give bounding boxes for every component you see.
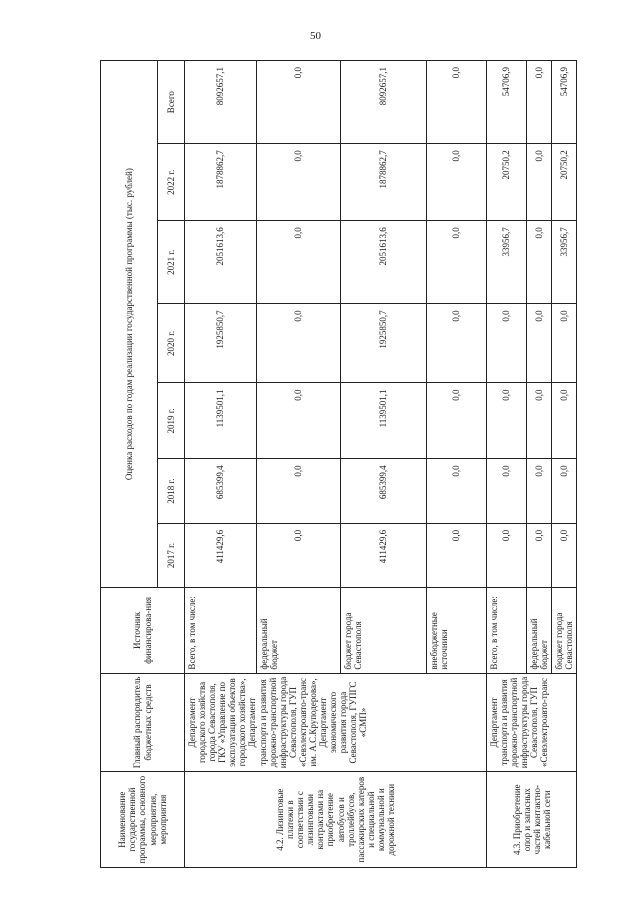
value-cell: 0,0 <box>487 459 527 523</box>
value-cell: 0,0 <box>552 304 577 383</box>
value-cell: 0,0 <box>257 144 341 221</box>
table-row <box>185 61 257 868</box>
value-cell: 0,0 <box>527 61 552 144</box>
value-cell: 0,0 <box>527 144 552 221</box>
value-cell: 0,0 <box>552 523 577 587</box>
value-cell: 0,0 <box>487 383 527 459</box>
value-cell: 8092657,1 <box>341 61 427 144</box>
section-42-manager: Департамент городского хозяйства города Севастополя, ГКУ «Управление по эксплуатации объектов городского хозяйства», Департамент транспорта и развития дорожно-транспортной инфраструктуры города Севастополя, ГУП «Севэлектроавто-транс им. А.С.Круподерова», Департамент экономического развития города Севастополя, ГУПГС «СМП» <box>185 673 487 772</box>
value-cell: 54706,9 <box>487 61 527 144</box>
value-cell: 0,0 <box>427 61 487 144</box>
value-cell: 0,0 <box>552 383 577 459</box>
page-number: 50 <box>310 30 321 42</box>
value-cell: 1925850,7 <box>341 304 427 383</box>
value-cell: 8092657,1 <box>185 61 257 144</box>
header-source: Источник финансирова-ния <box>101 588 185 673</box>
value-cell: 1925850,7 <box>185 304 257 383</box>
source-cell: бюджет города Севастополя <box>552 588 577 673</box>
source-cell: Всего, в том числе: <box>185 588 257 673</box>
header-year-2022: 2022 г. <box>158 144 185 221</box>
section-42-name: 4.2. Лизинговые платежи в соответствии с лизинговыми контрактами на приобретение автобусов и троллейбусов, пассажирских катеров и специальной коммунальной и дорожной техники <box>185 772 487 868</box>
section-43-name: 4.3. Приобретение опор и запасных частей контактно-кабельной сети <box>487 772 577 868</box>
value-cell: 0,0 <box>527 459 552 523</box>
value-cell: 0,0 <box>552 459 577 523</box>
header-year-2018: 2018 г. <box>158 459 185 523</box>
rotated-table-container <box>100 60 575 868</box>
value-cell: 0,0 <box>257 304 341 383</box>
value-cell: 2051613,6 <box>341 221 427 304</box>
source-cell: бюджет города Севастополя <box>341 588 427 673</box>
value-cell: 0,0 <box>527 221 552 304</box>
value-cell: 0,0 <box>257 61 341 144</box>
header-year-2019: 2019 г. <box>158 383 185 459</box>
value-cell: 411429,6 <box>185 523 257 587</box>
source-cell: федеральный бюджет <box>527 588 552 673</box>
value-cell: 33956,7 <box>487 221 527 304</box>
value-cell: 20750,2 <box>487 144 527 221</box>
source-cell: федеральный бюджет <box>257 588 341 673</box>
header-manager: Главный распорядитель бюджетных средств <box>101 673 185 772</box>
value-cell: 0,0 <box>427 459 487 523</box>
value-cell: 0,0 <box>527 383 552 459</box>
value-cell: 54706,9 <box>552 61 577 144</box>
header-estimate: Оценка расходов по годам реализации государственной программы (тыс. рублей) <box>101 61 158 588</box>
source-cell: Всего, в том числе: <box>487 588 527 673</box>
value-cell: 1878862,7 <box>341 144 427 221</box>
value-cell: 411429,6 <box>341 523 427 587</box>
value-cell: 1139501,1 <box>185 383 257 459</box>
value-cell: 0,0 <box>427 221 487 304</box>
section-43-manager: Департамент транспорта и развития дорожно-транспортной инфраструктуры города Севастополя, ГУП «Севэлектроавто-транс <box>487 673 577 772</box>
header-year-2020: 2020 г. <box>158 304 185 383</box>
value-cell: 0,0 <box>257 459 341 523</box>
value-cell: 0,0 <box>257 221 341 304</box>
value-cell: 2051613,6 <box>185 221 257 304</box>
header-year-2017: 2017 г. <box>158 523 185 587</box>
budget-table <box>100 60 577 868</box>
value-cell: 1878862,7 <box>185 144 257 221</box>
value-cell: 0,0 <box>427 144 487 221</box>
value-cell: 1139501,1 <box>341 383 427 459</box>
value-cell: 33956,7 <box>552 221 577 304</box>
value-cell: 0,0 <box>527 523 552 587</box>
value-cell: 20750,2 <box>552 144 577 221</box>
value-cell: 0,0 <box>257 523 341 587</box>
table-row <box>487 61 527 868</box>
header-name: Наименование государственной программы, основного мероприятия, мероприятия <box>101 772 185 868</box>
value-cell: 0,0 <box>427 304 487 383</box>
value-cell: 0,0 <box>487 523 527 587</box>
header-total: Всего <box>158 61 185 144</box>
value-cell: 685399,4 <box>185 459 257 523</box>
rotated-table-wrapper <box>100 60 575 868</box>
source-cell: внебюджетные источники <box>427 588 487 673</box>
value-cell: 0,0 <box>427 383 487 459</box>
value-cell: 0,0 <box>427 523 487 587</box>
header-year-2021: 2021 г. <box>158 221 185 304</box>
value-cell: 0,0 <box>487 304 527 383</box>
value-cell: 0,0 <box>257 383 341 459</box>
value-cell: 0,0 <box>527 304 552 383</box>
value-cell: 685399,4 <box>341 459 427 523</box>
